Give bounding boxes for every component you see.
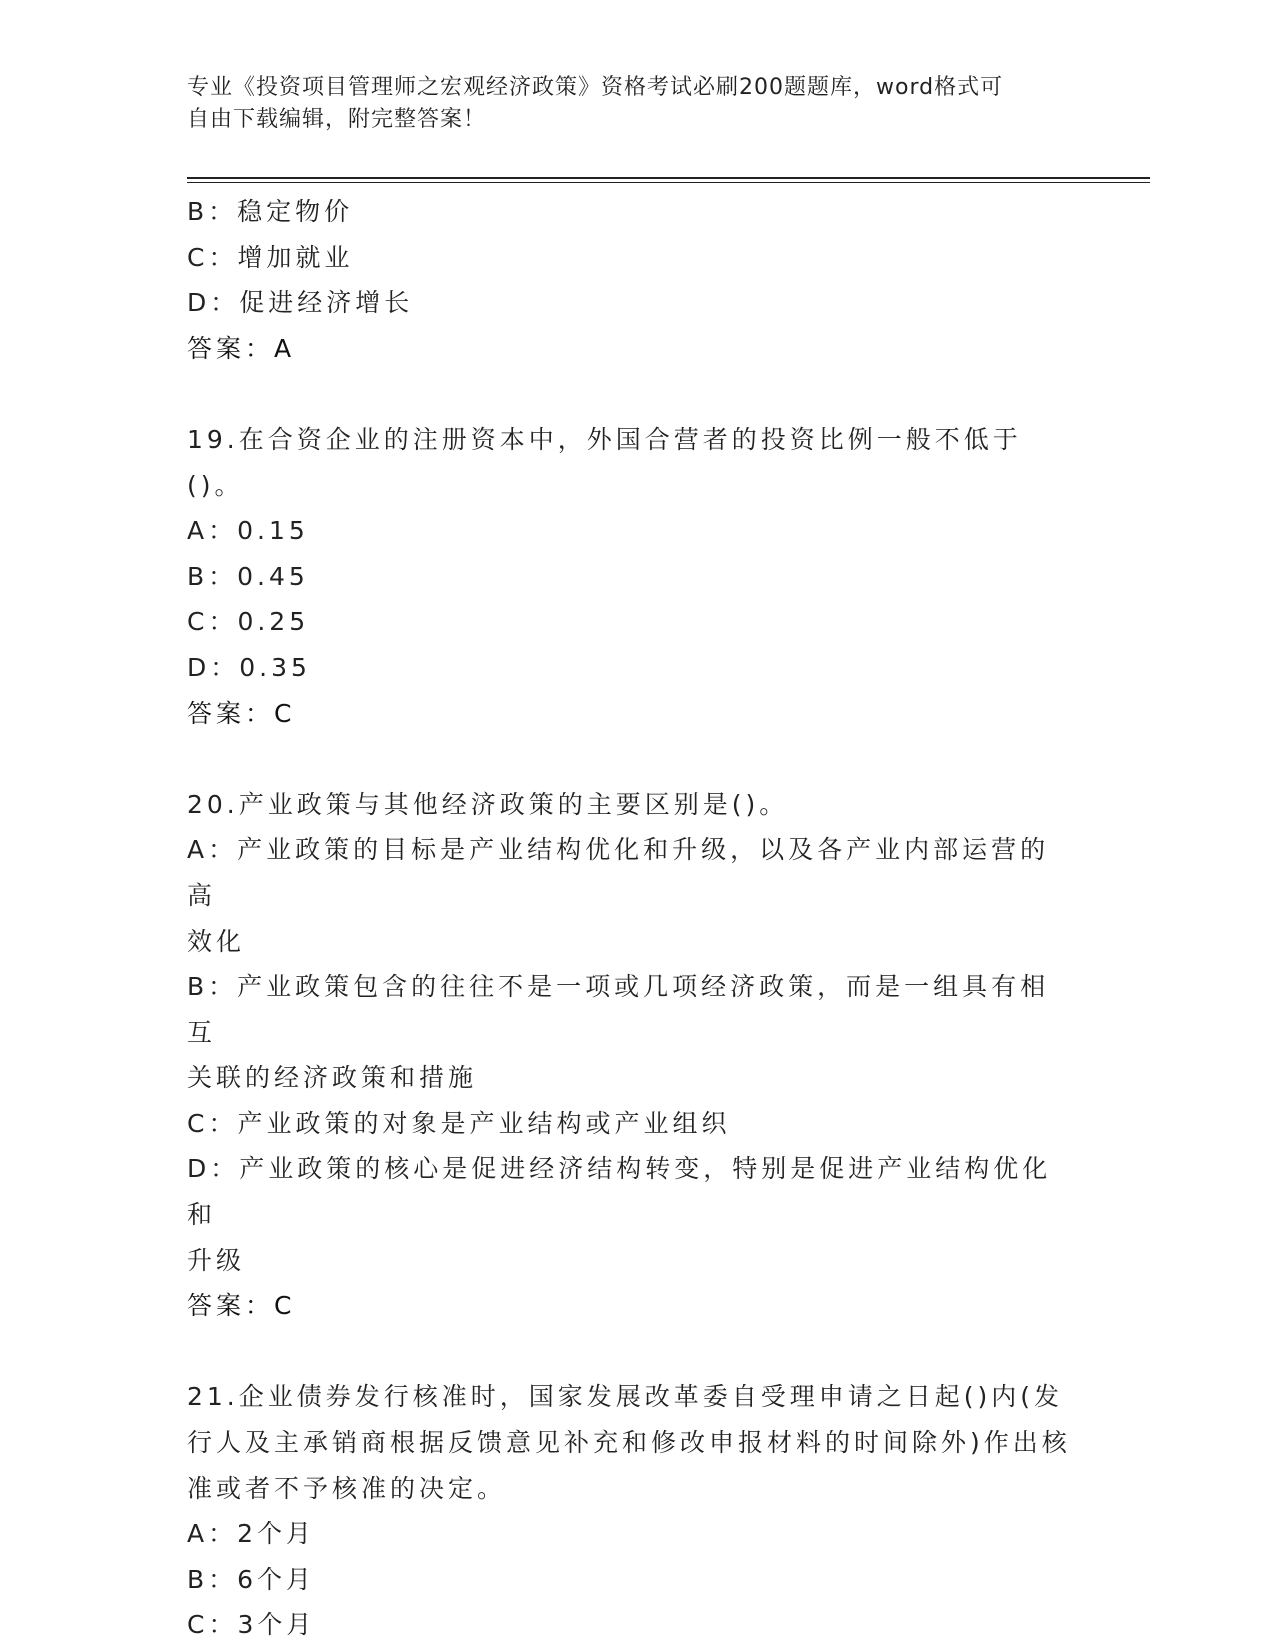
spacer [187, 736, 1077, 782]
q20-answer: 答案：C [187, 1291, 296, 1321]
q18-option-d: D：促进经济增长 [187, 288, 414, 318]
q19-question: 19.在合资企业的注册资本中，外国合营者的投资比例一般不低于()。 [187, 424, 1022, 500]
header-rule-thick [187, 177, 1150, 179]
q20-option-b-line1: B：产业政策包含的往往不是一项或几项经济政策，而是一组具有相互 [187, 972, 1050, 1047]
q19-option-a: A：0.15 [187, 516, 309, 546]
q18-option-c: C：增加就业 [187, 242, 354, 272]
q21-option-c: C：3个月 [187, 1610, 316, 1640]
question-20-block [187, 782, 1077, 1329]
q19-answer: 答案：C [187, 698, 296, 728]
question-19-block [187, 417, 1077, 736]
q19-option-c: C：0.25 [187, 607, 310, 637]
spacer [187, 1329, 1077, 1375]
q21-option-a: A：2个月 [187, 1519, 316, 1549]
question-21-block [187, 1374, 1077, 1648]
header-rule-thin [187, 182, 1150, 183]
q18-option-b: B：稳定物价 [187, 197, 354, 226]
header-line-1: 专业《投资项目管理师之宏观经济政策》资格考试必刷200题题库，word格式可 [187, 75, 1004, 100]
q18-answer: 答案：A [187, 333, 296, 363]
q20-option-d-line2: 升级 [187, 1245, 246, 1275]
document-header [187, 72, 1067, 136]
q20-option-a-line1: A：产业政策的目标是产业结构优化和升级，以及各产业内部运营的高 [187, 835, 1050, 910]
spacer [187, 371, 1077, 417]
q21-question-line2: 行人及主承销商根据反馈意见补充和修改申报材料的时间除外)作出核 [187, 1428, 1071, 1458]
q20-option-b-line2: 关联的经济政策和措施 [187, 1063, 478, 1093]
q21-question-line3: 准或者不予核准的决定。 [187, 1473, 507, 1503]
q20-question: 20.产业政策与其他经济政策的主要区别是()。 [187, 789, 789, 819]
q20-option-d-line1: D：产业政策的核心是促进经济结构转变，特别是促进产业结构优化和 [187, 1154, 1052, 1230]
q20-option-c: C：产业政策的对象是产业结构或产业组织 [187, 1108, 731, 1138]
question-18-block [187, 189, 1077, 371]
document-body [187, 189, 1077, 1648]
q21-question-line1: 21.企业债券发行核准时，国家发展改革委自受理申请之日起()内(发 [187, 1382, 1064, 1412]
header-line-2: 自由下载编辑，附完整答案！ [187, 107, 487, 132]
q19-option-d: D：0.35 [187, 652, 311, 682]
q19-option-b: B：0.45 [187, 561, 309, 591]
q21-option-b: B：6个月 [187, 1564, 316, 1594]
q20-option-a-line2: 效化 [187, 926, 246, 956]
